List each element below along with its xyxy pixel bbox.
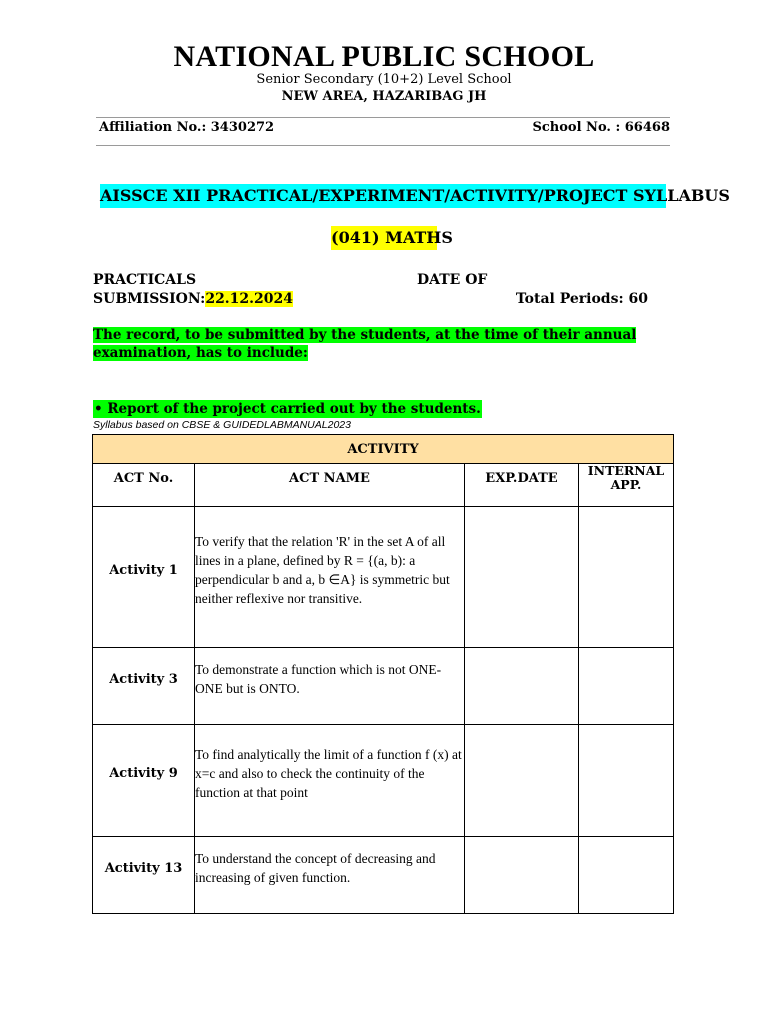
act-no-cell: Activity 3 [93, 648, 195, 725]
exp-date-cell [465, 648, 579, 725]
record-note [93, 326, 673, 362]
record-note-line2: examination, has to include: [93, 345, 308, 361]
table-row [93, 507, 674, 648]
submission-label: SUBMISSION: [93, 291, 206, 307]
practicals-label: PRACTICALS [93, 272, 197, 288]
act-no-cell: Activity 13 [93, 837, 195, 914]
table-section-row [93, 435, 674, 464]
syllabus-title: AISSCE XII PRACTICAL/EXPERIMENT/ACTIVITY/PROJECT SYLLABUS [100, 184, 666, 208]
divider-top [96, 117, 670, 118]
date-of-label: DATE OF [417, 272, 488, 288]
school-name: NATIONAL PUBLIC SCHOOL [173, 40, 595, 73]
table-row [93, 837, 674, 914]
exp-date-cell [465, 837, 579, 914]
affiliation-number: Affiliation No.: 3430272 [99, 120, 275, 135]
internal-app-cell [579, 837, 674, 914]
school-level: Senior Secondary (10+2) Level School [256, 72, 512, 87]
syllabus-note: Syllabus based on CBSE & GUIDEDLABMANUAL2023 [93, 419, 351, 431]
school-number: School No. : 66468 [532, 120, 670, 135]
activity-table [92, 434, 674, 914]
act-no-cell: Activity 9 [93, 725, 195, 837]
record-note-line1: The record, to be submitted by the students, at the time of their annual [93, 327, 637, 343]
exp-date-cell [465, 507, 579, 648]
col-header-act-name: ACT NAME [195, 464, 465, 507]
act-name-cell: To verify that the relation 'R' in the set A of all lines in a plane, defined by R = {(a, b): a perpendicular b and a, b ∈A} is symmetric but neither reflexive nor transitive. [195, 507, 465, 648]
act-name-cell: To find analytically the limit of a function f (x) at x=c and also to check the continuity of the function at that point [195, 725, 465, 837]
col-header-act-no: ACT No. [93, 464, 195, 507]
activity-section-header: ACTIVITY [93, 435, 674, 464]
divider-bottom [96, 145, 670, 146]
table-row [93, 725, 674, 837]
act-name-cell: To understand the concept of decreasing and increasing of given function. [195, 837, 465, 914]
total-periods: Total Periods: 60 [515, 291, 648, 307]
submission-line [93, 291, 293, 307]
submission-date: 22.12.2024 [205, 291, 294, 307]
exp-date-cell [465, 725, 579, 837]
report-bullet: • Report of the project carried out by the students. [94, 401, 481, 417]
col-header-internal-app: INTERNAL APP. [579, 464, 674, 507]
subject-title: (041) MATHS [331, 226, 437, 250]
internal-app-cell [579, 507, 674, 648]
internal-app-cell [579, 648, 674, 725]
act-name-cell: To demonstrate a function which is not ONE-ONE but is ONTO. [195, 648, 465, 725]
table-row [93, 648, 674, 725]
act-no-cell: Activity 1 [93, 507, 195, 648]
col-header-exp-date: EXP.DATE [465, 464, 579, 507]
internal-app-cell [579, 725, 674, 837]
table-header-row [93, 464, 674, 507]
school-address: NEW AREA, HAZARIBAG JH [281, 89, 487, 104]
